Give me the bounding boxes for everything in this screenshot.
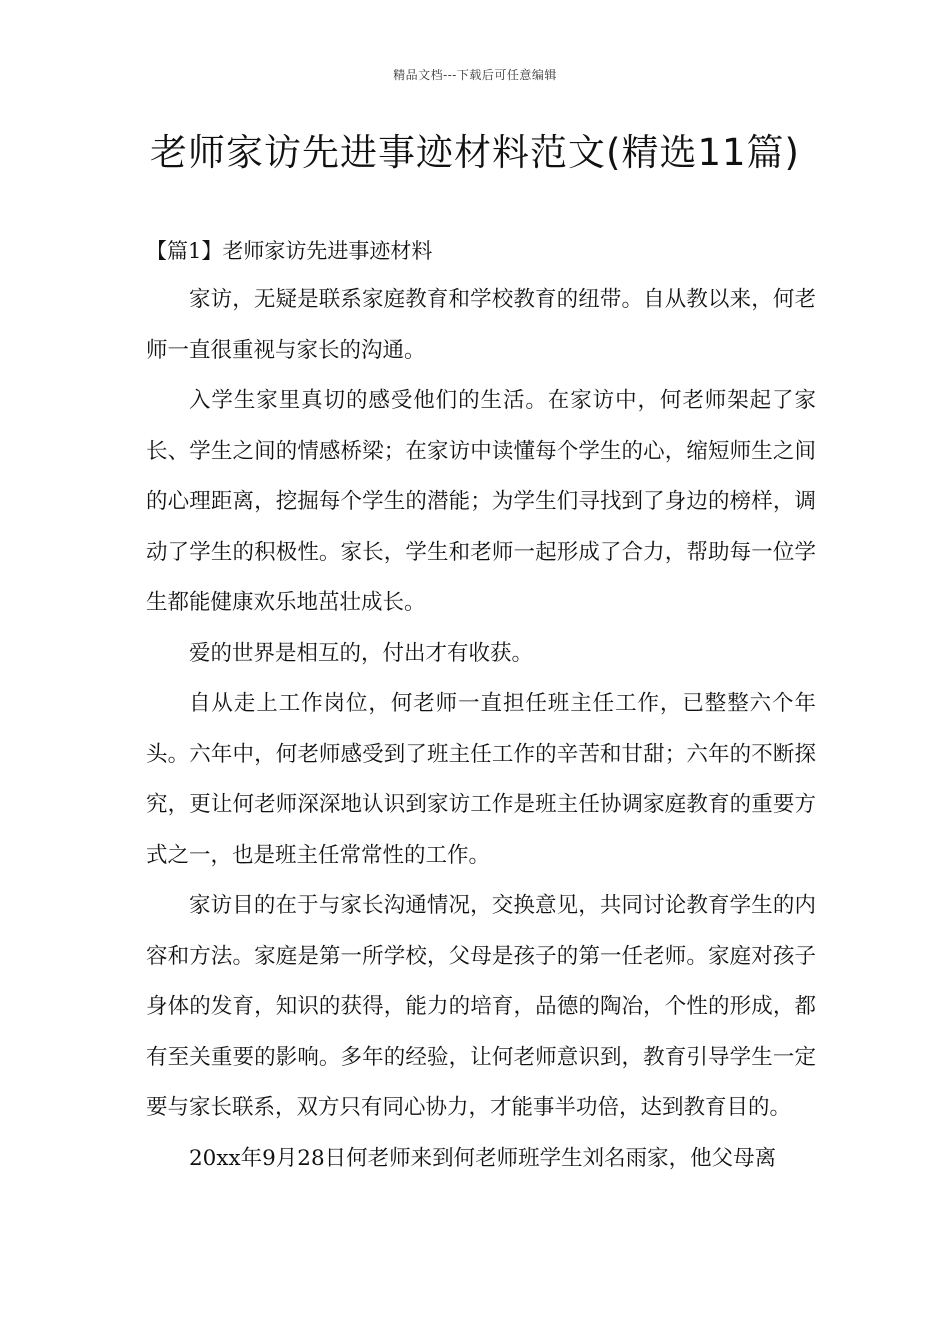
section-heading: 【篇1】老师家访先进事迹材料: [146, 239, 433, 263]
paragraph: 入学生家里真切的感受他们的生活。在家访中，何老师架起了家长、学生之间的情感桥梁；在家访中读懂每个学生的心，缩短师生之间的心理距离，挖掘每个学生的潜能；为学生们寻找到了身边的榜样，调动了学生的积极性。家长，学生和老师一起形成了合力，帮助每一位学生都能健康欢乐地茁壮成长。: [146, 388, 816, 615]
paragraph: 自从走上工作岗位，何老师一直担任班主任工作，已整整六个年头。六年中，何老师感受到了班主任工作的辛苦和甘甜；六年的不断探究，更让何老师深深地认识到家访工作是班主任协调家庭教育的重要方式之一，也是班主任常常性的工作。: [146, 691, 816, 868]
document-title: 老师家访先进事迹材料范文(精选11篇): [150, 131, 800, 174]
paragraph: 家访目的在于与家长沟通情况，交换意见，共同讨论教育学生的内容和方法。家庭是第一所学校，父母是孩子的第一任老师。家庭对孩子身体的发育，知识的获得，能力的培育，品德的陶冶，个性的形成，都有至关重要的影响。多年的经验，让何老师意识到，教育引导学生一定要与家长联系，双方只有同心协力，才能事半功倍，达到教育目的。: [146, 893, 816, 1120]
paragraph: 家访，无疑是联系家庭教育和学校教育的纽带。自从教以来，何老师一直很重视与家长的沟通。: [146, 287, 816, 363]
header-note: 精品文档---下载后可任意编辑: [393, 68, 557, 82]
paragraph: 20xx年9月28日何老师来到何老师班学生刘名雨家，他父母离: [189, 1145, 777, 1171]
paragraph: 爱的世界是相互的，付出才有收获。: [189, 640, 534, 666]
document-body: [146, 275, 816, 1184]
